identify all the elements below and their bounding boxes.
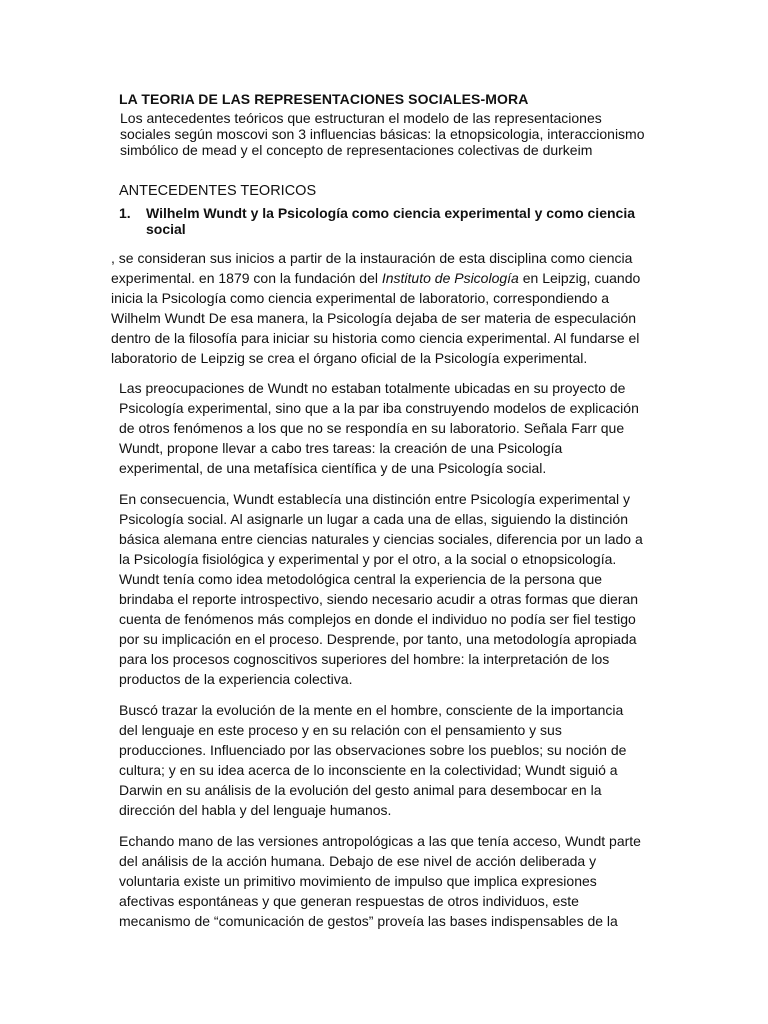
paragraph-line: voluntaria existe un primitivo movimiento de impulso que implica expresiones [119,873,597,889]
paragraph-line: afectivas espontáneas y que generan respuestas de otros individuos, este [119,893,579,909]
paragraph-line: mecanismo de “comunicación de gestos” proveía las bases indispensables de la [119,913,618,929]
section-heading: ANTECEDENTES TEORICOS [119,183,317,199]
numbered-heading [119,205,659,237]
paragraph-line: cultura; y en su idea acerca de lo inconsciente en la colectividad; Wundt siguió a [119,762,618,778]
list-number: 1. [119,205,131,221]
paragraph-line: laboratorio de Leipzig se crea el órgano oficial de la Psicología experimental. [111,350,588,366]
paragraph-5 [119,831,653,931]
paragraph-3 [119,489,653,689]
paragraph-line: producciones. Influenciado por las observaciones sobre los pueblos; su noción de [119,742,627,758]
paragraph-line: dentro de la filosofía para iniciar su historia como ciencia experimental. Al fundarse el [111,330,640,346]
paragraph-line: experimental, de una metafísica científica y de una Psicología social. [119,460,547,476]
intro-line: sociales según moscovi son 3 influencias básicas: la etnopsicologia, interaccionismo [120,126,645,142]
paragraph-line: brindaba el reporte introspectivo, siendo necesario acudir a otras formas que dieran [119,591,639,607]
paragraph-line: la Psicología fisiológica y experimental y por el otro, a la social o etnopsicología. [119,551,617,567]
intro-line: Los antecedentes teóricos que estructuran el modelo de las representaciones [120,110,602,126]
paragraph-line: del análisis de la acción humana. Debajo de ese nivel de acción deliberada y [119,853,597,869]
paragraph-line: Las preocupaciones de Wundt no estaban totalmente ubicadas en su proyecto de [119,380,626,396]
paragraph-line: de otros fenómenos a los que no se respondía en su laboratorio. Señala Farr que [119,420,625,436]
paragraph-line: del lenguaje en este proceso y en su relación con el pensamiento y sus [119,722,562,738]
paragraph-1 [111,248,656,368]
paragraph-line: cuenta de fenómenos más complejos en donde el individuo no podía ser fiel testigo [119,611,636,627]
paragraph-line: , se consideran sus inicios a partir de la instauración de esta disciplina como ciencia [111,250,633,266]
paragraph-line: por su implicación en el proceso. Desprende, por tanto, una metodología apropiada [119,631,637,647]
paragraph-line: para los procesos cognoscitivos superiores del hombre: la interpretación de los [119,651,610,667]
paragraph-line: Wilhelm Wundt De esa manera, la Psicología dejaba de ser materia de especulación [111,310,637,326]
paragraph-line: Psicología experimental, sino que a la par iba construyendo modelos de explicación [119,400,639,416]
paragraph-line: básica alemana entre ciencias naturales y ciencias sociales, diferencia por un lado a [119,531,643,547]
paragraph-line: Wundt, propone llevar a cabo tres tareas: la creación de una Psicología [119,440,563,456]
paragraph-line: dirección del habla y del lenguaje humanos. [119,802,392,818]
institute-name: Instituto de Psicología [381,270,519,286]
paragraph-line: Wundt tenía como idea metodológica central la experiencia de la persona que [119,571,603,587]
text-run: en Leipzig, cuando [518,270,641,286]
document-title: LA TEORIA DE LAS REPRESENTACIONES SOCIALES-MORA [119,91,529,107]
paragraph-line: Psicología social. Al asignarle un lugar a cada una de ellas, siguiendo la distinción [119,511,628,527]
paragraph-line: Buscó trazar la evolución de la mente en el hombre, consciente de la importancia [119,702,624,718]
paragraph-line [111,268,656,288]
paragraph-line: inicia la Psicología como ciencia experimental de laboratorio, correspondiendo a [111,290,610,306]
numbered-heading-text: Wilhelm Wundt y la Psicología como ciencia experimental y como ciencia social [146,205,635,237]
paragraph-line: En consecuencia, Wundt establecía una distinción entre Psicología experimental y [119,491,631,507]
paragraph-4 [119,700,653,820]
intro-paragraph [120,110,660,158]
intro-line: simbólico de mead y el concepto de representaciones colectivas de durkeim [120,142,593,158]
paragraph-line: productos de la experiencia colectiva. [119,671,353,687]
paragraph-line: Darwin en su análisis de la evolución del gesto animal para desembocar en la [119,782,602,798]
paragraph-2 [119,378,653,478]
paragraph-line: Echando mano de las versiones antropológicas a las que tenía acceso, Wundt parte [119,833,641,849]
text-run: experimental. en 1879 con la fundación del [111,270,382,286]
